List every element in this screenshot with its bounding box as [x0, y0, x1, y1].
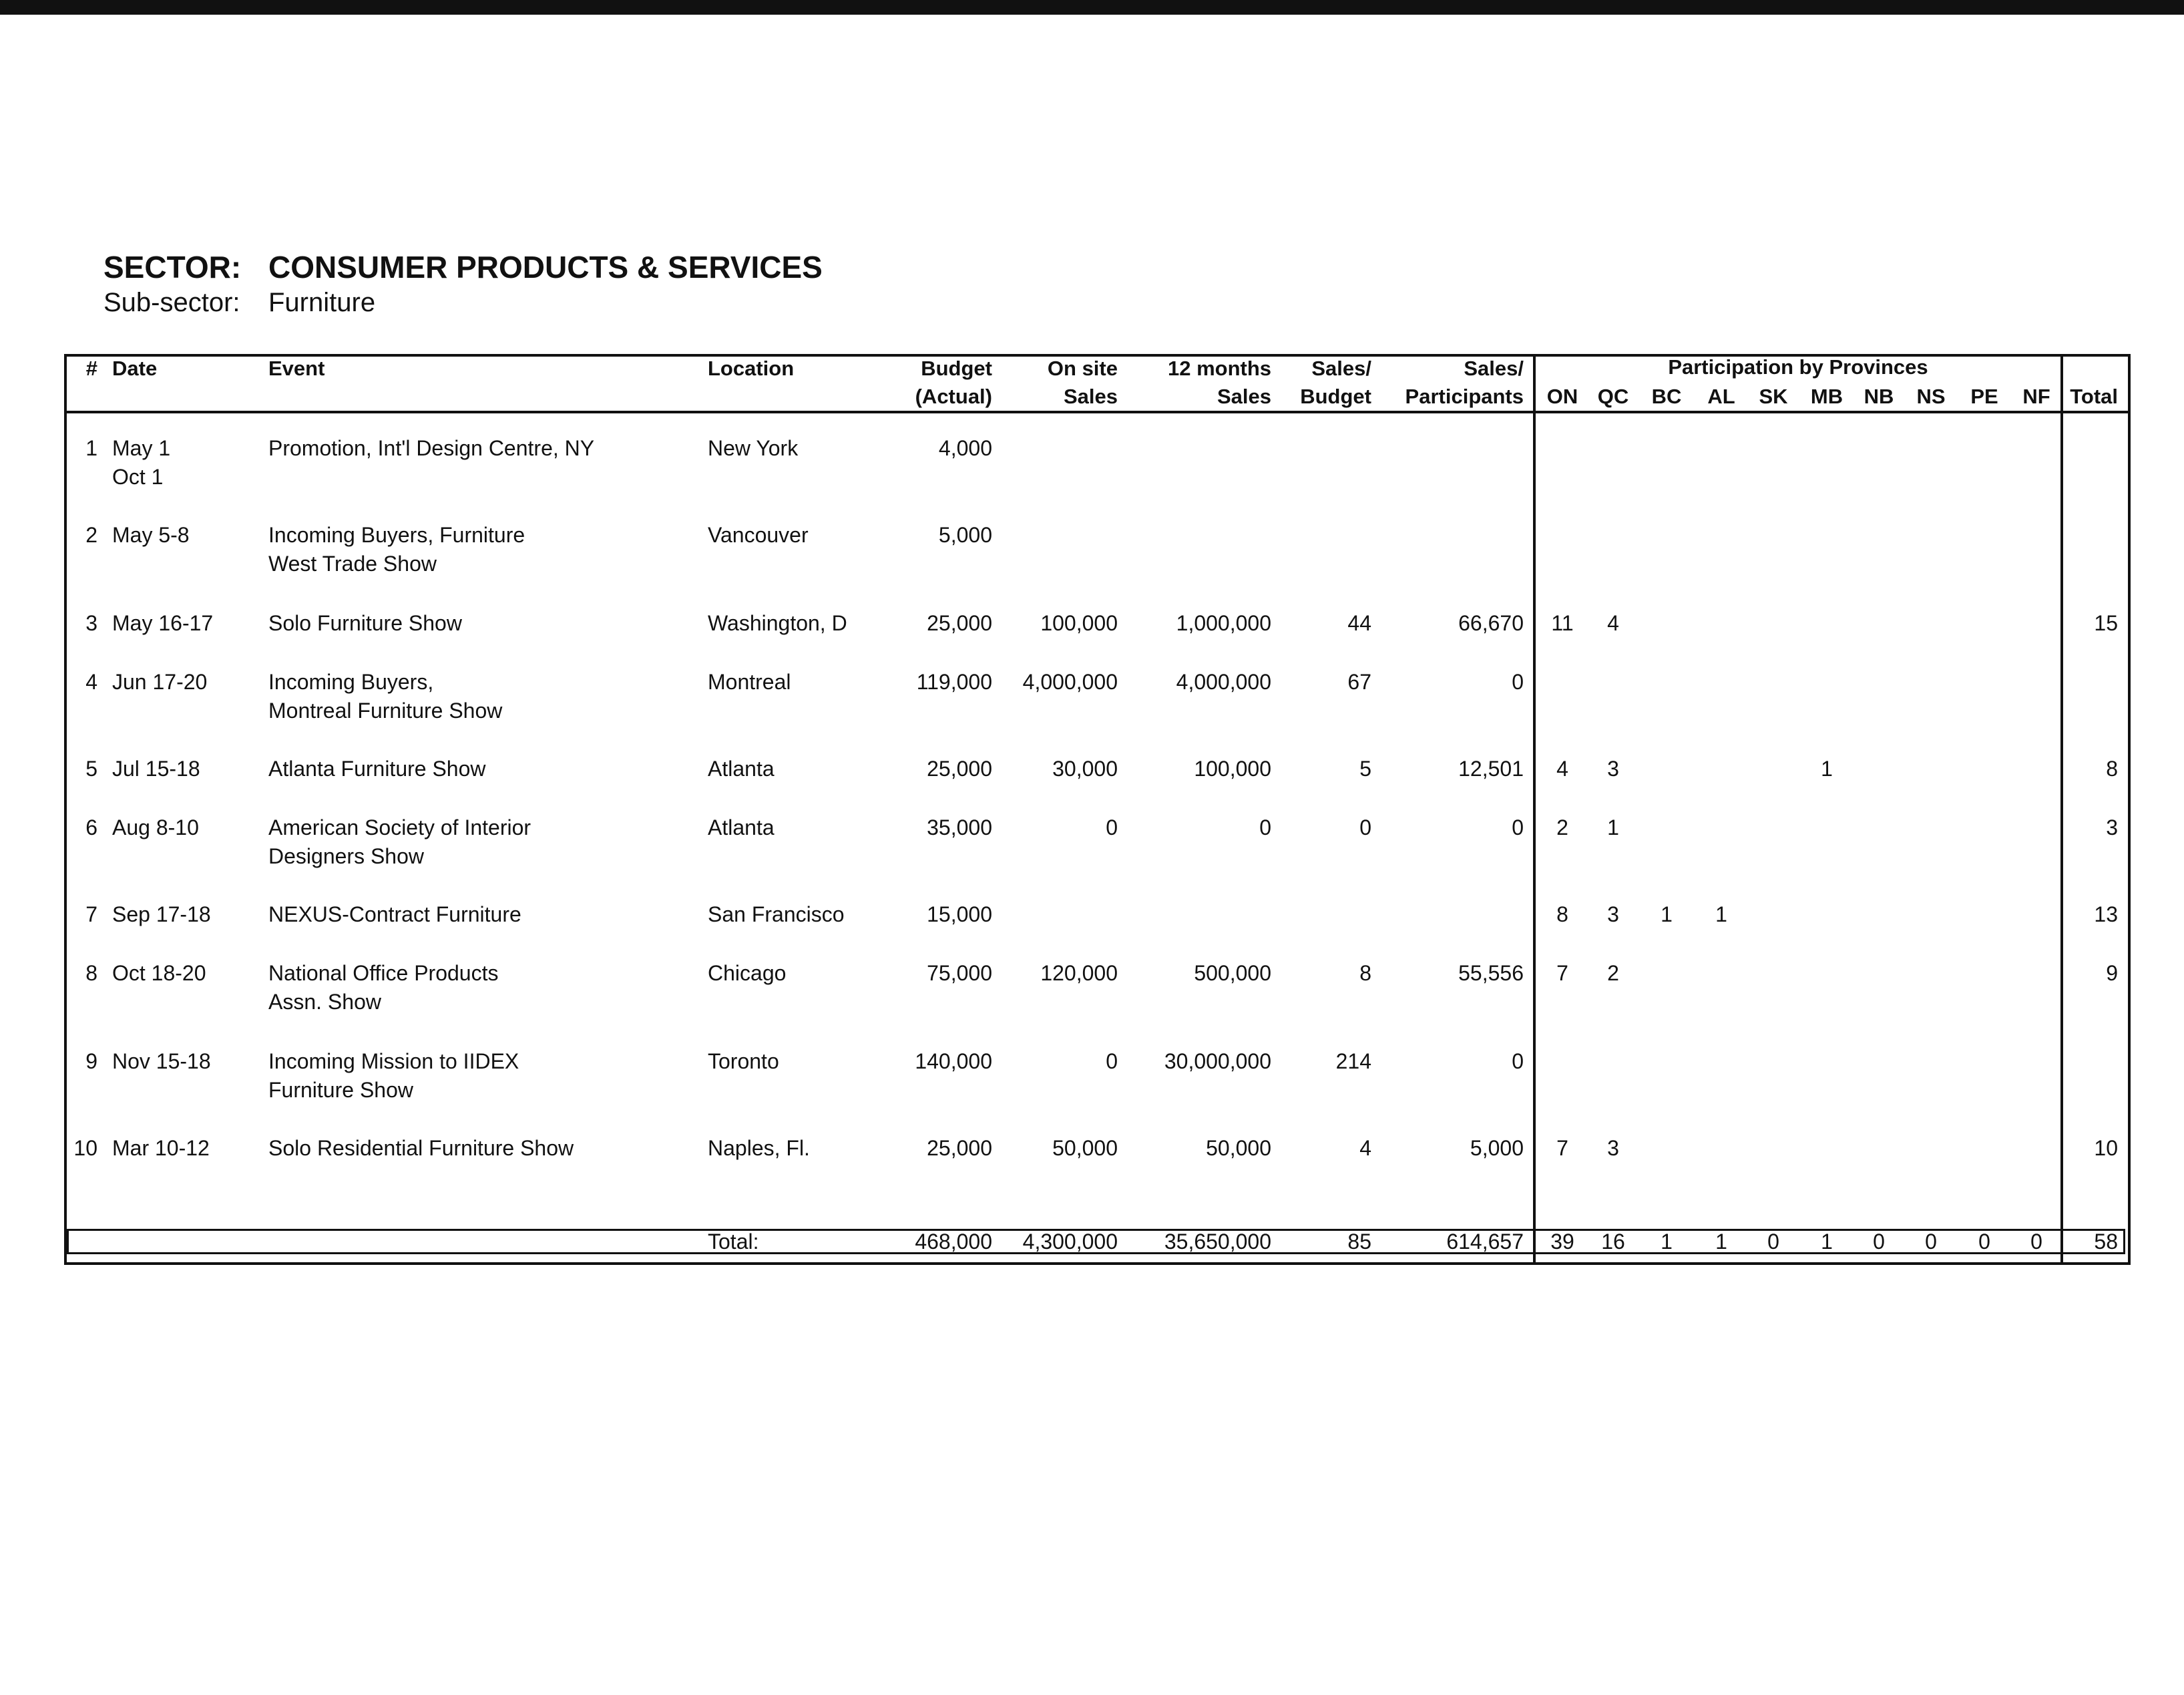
row-10-budget: 25,000	[927, 1136, 992, 1160]
row-5-event: Atlanta Furniture Show	[268, 757, 486, 781]
row-1-event: Promotion, Int'l Design Centre, NY	[268, 436, 595, 460]
totals-province-nf: 0	[2030, 1230, 2042, 1254]
row-2-date: May 5-8	[112, 523, 190, 547]
row-8-sales-budget: 8	[1359, 961, 1371, 985]
row-10-sales-budget: 4	[1359, 1136, 1371, 1160]
totals-sales-budget: 85	[1347, 1230, 1371, 1254]
row-3-total: 15	[2094, 611, 2118, 635]
column-header-budget-line2: (Actual)	[915, 385, 992, 408]
column-header-event: Event	[268, 357, 325, 380]
row-9-budget: 140,000	[915, 1049, 992, 1073]
row-9-date: Nov 15-18	[112, 1049, 211, 1073]
row-10-sales-participants: 5,000	[1470, 1136, 1524, 1160]
totals-province-bc: 1	[1661, 1230, 1673, 1254]
row-6-province-on: 2	[1556, 815, 1568, 839]
row-9-onsite-sales: 0	[1106, 1049, 1118, 1073]
row-5-number: 5	[85, 757, 97, 781]
row-3-province-qc: 4	[1607, 611, 1619, 635]
column-header-province-pe: PE	[1970, 385, 1998, 408]
totals-sales-participants: 614,657	[1446, 1230, 1524, 1254]
row-1-location: New York	[708, 436, 799, 460]
column-header-date: Date	[112, 357, 158, 380]
totals-budget: 468,000	[915, 1230, 992, 1254]
row-6-location: Atlanta	[708, 815, 775, 839]
row-5-location: Atlanta	[708, 757, 775, 781]
totals-province-on: 39	[1550, 1230, 1574, 1254]
column-header-province-nf: NF	[2022, 385, 2050, 408]
totals-province-mb: 1	[1821, 1230, 1833, 1254]
row-6-sales-participants: 0	[1512, 815, 1524, 839]
column-header-sales-participants-line1: Sales/	[1464, 357, 1524, 380]
row-3-location: Washington, D	[708, 611, 847, 635]
row-3-sales-participants: 66,670	[1458, 611, 1524, 635]
provinces-title: Participation by Provinces	[1668, 355, 1928, 379]
row-2-number: 2	[85, 523, 97, 547]
row-1-date: May 1 Oct 1	[112, 436, 171, 489]
row-5-total: 8	[2106, 757, 2118, 781]
row-7-province-on: 8	[1556, 902, 1568, 926]
row-10-province-on: 7	[1556, 1136, 1568, 1160]
row-7-total: 13	[2094, 902, 2118, 926]
row-9-12-months-sales: 30,000,000	[1164, 1049, 1271, 1073]
row-6-date: Aug 8-10	[112, 815, 199, 839]
row-5-date: Jul 15-18	[112, 757, 200, 781]
column-header-province-on: ON	[1546, 385, 1578, 408]
row-4-sales-budget: 67	[1347, 670, 1371, 694]
row-8-12-months-sales: 500,000	[1194, 961, 1271, 985]
column-header-location: Location	[708, 357, 795, 380]
row-7-number: 7	[85, 902, 97, 926]
column-header-onsite-sales-line2: Sales	[1063, 385, 1118, 408]
row-4-location: Montreal	[708, 670, 791, 694]
row-9-number: 9	[85, 1049, 97, 1073]
row-4-budget: 119,000	[916, 670, 992, 694]
row-8-number: 8	[85, 961, 97, 985]
column-header-province-qc: QC	[1597, 385, 1629, 408]
row-3-sales-budget: 44	[1347, 611, 1371, 635]
column-header-province-bc: BC	[1651, 385, 1682, 408]
row-4-number: 4	[85, 670, 97, 694]
column-header-province-ns: NS	[1916, 385, 1946, 408]
row-6-event: American Society of Interior Designers Show	[268, 815, 531, 868]
column-header-number: #	[85, 357, 97, 380]
row-5-province-on: 4	[1556, 757, 1568, 781]
provinces-divider-right	[2060, 354, 2063, 1262]
row-10-location: Naples, Fl.	[708, 1136, 810, 1160]
row-10-12-months-sales: 50,000	[1206, 1136, 1271, 1160]
header-rule	[64, 411, 2131, 413]
totals-province-ns: 0	[1925, 1230, 1937, 1254]
row-7-province-qc: 3	[1607, 902, 1619, 926]
column-header-total: Total	[2070, 385, 2118, 408]
column-header-province-nb: NB	[1864, 385, 1894, 408]
column-header-budget-line1: Budget	[921, 357, 992, 380]
row-6-12-months-sales: 0	[1259, 815, 1271, 839]
column-header-province-al: AL	[1707, 385, 1735, 408]
totals-label: Total:	[708, 1230, 759, 1254]
row-4-event: Incoming Buyers, Montreal Furniture Show	[268, 670, 503, 723]
row-8-event: National Office Products Assn. Show	[268, 961, 499, 1014]
row-3-budget: 25,000	[927, 611, 992, 635]
row-10-onsite-sales: 50,000	[1052, 1136, 1118, 1160]
row-8-total: 9	[2106, 961, 2118, 985]
row-10-event: Solo Residential Furniture Show	[268, 1136, 574, 1160]
subsector-label: Sub-sector:	[103, 288, 240, 317]
row-3-12-months-sales: 1,000,000	[1176, 611, 1271, 635]
report-heading	[103, 248, 823, 319]
top-border-bar	[0, 0, 2184, 15]
provinces-divider-left	[1533, 354, 1536, 1262]
row-7-budget: 15,000	[927, 902, 992, 926]
row-3-onsite-sales: 100,000	[1040, 611, 1118, 635]
column-header-province-mb: MB	[1810, 385, 1843, 408]
row-7-province-bc: 1	[1661, 902, 1673, 926]
row-6-total: 3	[2106, 815, 2118, 839]
row-4-sales-participants: 0	[1512, 670, 1524, 694]
events-table	[64, 354, 2128, 1262]
totals-province-sk: 0	[1767, 1230, 1779, 1254]
subsector-line	[103, 286, 823, 319]
sector-label: SECTOR:	[103, 250, 242, 285]
row-7-event: NEXUS-Contract Furniture	[268, 902, 521, 926]
totals-onsite-sales: 4,300,000	[1022, 1230, 1118, 1254]
row-7-date: Sep 17-18	[112, 902, 211, 926]
column-header-12-months-sales-line2: Sales	[1217, 385, 1271, 408]
row-10-province-qc: 3	[1607, 1136, 1619, 1160]
row-6-onsite-sales: 0	[1106, 815, 1118, 839]
row-7-location: San Francisco	[708, 902, 845, 926]
subsector-value: Furniture	[268, 288, 376, 317]
row-7-province-al: 1	[1715, 902, 1727, 926]
row-1-budget: 4,000	[938, 436, 992, 460]
row-9-event: Incoming Mission to IIDEX Furniture Show	[268, 1049, 519, 1102]
row-6-budget: 35,000	[927, 815, 992, 839]
row-5-sales-budget: 5	[1359, 757, 1371, 781]
row-2-budget: 5,000	[938, 523, 992, 547]
totals-total: 58	[2094, 1230, 2118, 1254]
row-10-date: Mar 10-12	[112, 1136, 210, 1160]
row-6-province-qc: 1	[1607, 815, 1619, 839]
row-8-onsite-sales: 120,000	[1040, 961, 1118, 985]
row-3-event: Solo Furniture Show	[268, 611, 462, 635]
totals-province-pe: 0	[1978, 1230, 1990, 1254]
row-8-date: Oct 18-20	[112, 961, 206, 985]
row-8-province-qc: 2	[1607, 961, 1619, 985]
row-4-onsite-sales: 4,000,000	[1022, 670, 1118, 694]
row-4-date: Jun 17-20	[112, 670, 208, 694]
row-2-event: Incoming Buyers, Furniture West Trade Show	[268, 523, 525, 576]
row-1-number: 1	[85, 436, 97, 460]
row-10-number: 10	[73, 1136, 97, 1160]
column-header-sales-budget-line1: Sales/	[1311, 357, 1371, 380]
row-5-12-months-sales: 100,000	[1194, 757, 1271, 781]
row-2-location: Vancouver	[708, 523, 809, 547]
row-5-onsite-sales: 30,000	[1052, 757, 1118, 781]
row-6-sales-budget: 0	[1359, 815, 1371, 839]
row-9-sales-budget: 214	[1335, 1049, 1371, 1073]
row-4-12-months-sales: 4,000,000	[1176, 670, 1271, 694]
row-5-province-mb: 1	[1821, 757, 1833, 781]
totals-12-months-sales: 35,650,000	[1164, 1230, 1271, 1254]
row-3-number: 3	[85, 611, 97, 635]
row-3-date: May 16-17	[112, 611, 214, 635]
row-10-total: 10	[2094, 1136, 2118, 1160]
row-5-budget: 25,000	[927, 757, 992, 781]
column-header-sales-participants-line2: Participants	[1405, 385, 1524, 408]
column-header-sales-budget-line2: Budget	[1300, 385, 1371, 408]
row-3-province-on: 11	[1551, 611, 1574, 635]
row-5-province-qc: 3	[1607, 757, 1619, 781]
sector-line	[103, 248, 823, 286]
sector-value: CONSUMER PRODUCTS & SERVICES	[268, 250, 823, 285]
totals-province-qc: 16	[1601, 1230, 1625, 1254]
row-8-location: Chicago	[708, 961, 787, 985]
row-9-location: Toronto	[708, 1049, 779, 1073]
row-6-number: 6	[85, 815, 97, 839]
row-8-budget: 75,000	[927, 961, 992, 985]
column-header-province-sk: SK	[1759, 385, 1788, 408]
totals-province-nb: 0	[1873, 1230, 1885, 1254]
column-header-12-months-sales-line1: 12 months	[1167, 357, 1271, 380]
table-frame	[64, 354, 2131, 1265]
row-5-sales-participants: 12,501	[1458, 757, 1524, 781]
row-8-sales-participants: 55,556	[1458, 961, 1524, 985]
totals-province-al: 1	[1715, 1230, 1727, 1254]
column-header-onsite-sales-line1: On site	[1047, 357, 1118, 380]
row-9-sales-participants: 0	[1512, 1049, 1524, 1073]
row-8-province-on: 7	[1556, 961, 1568, 985]
